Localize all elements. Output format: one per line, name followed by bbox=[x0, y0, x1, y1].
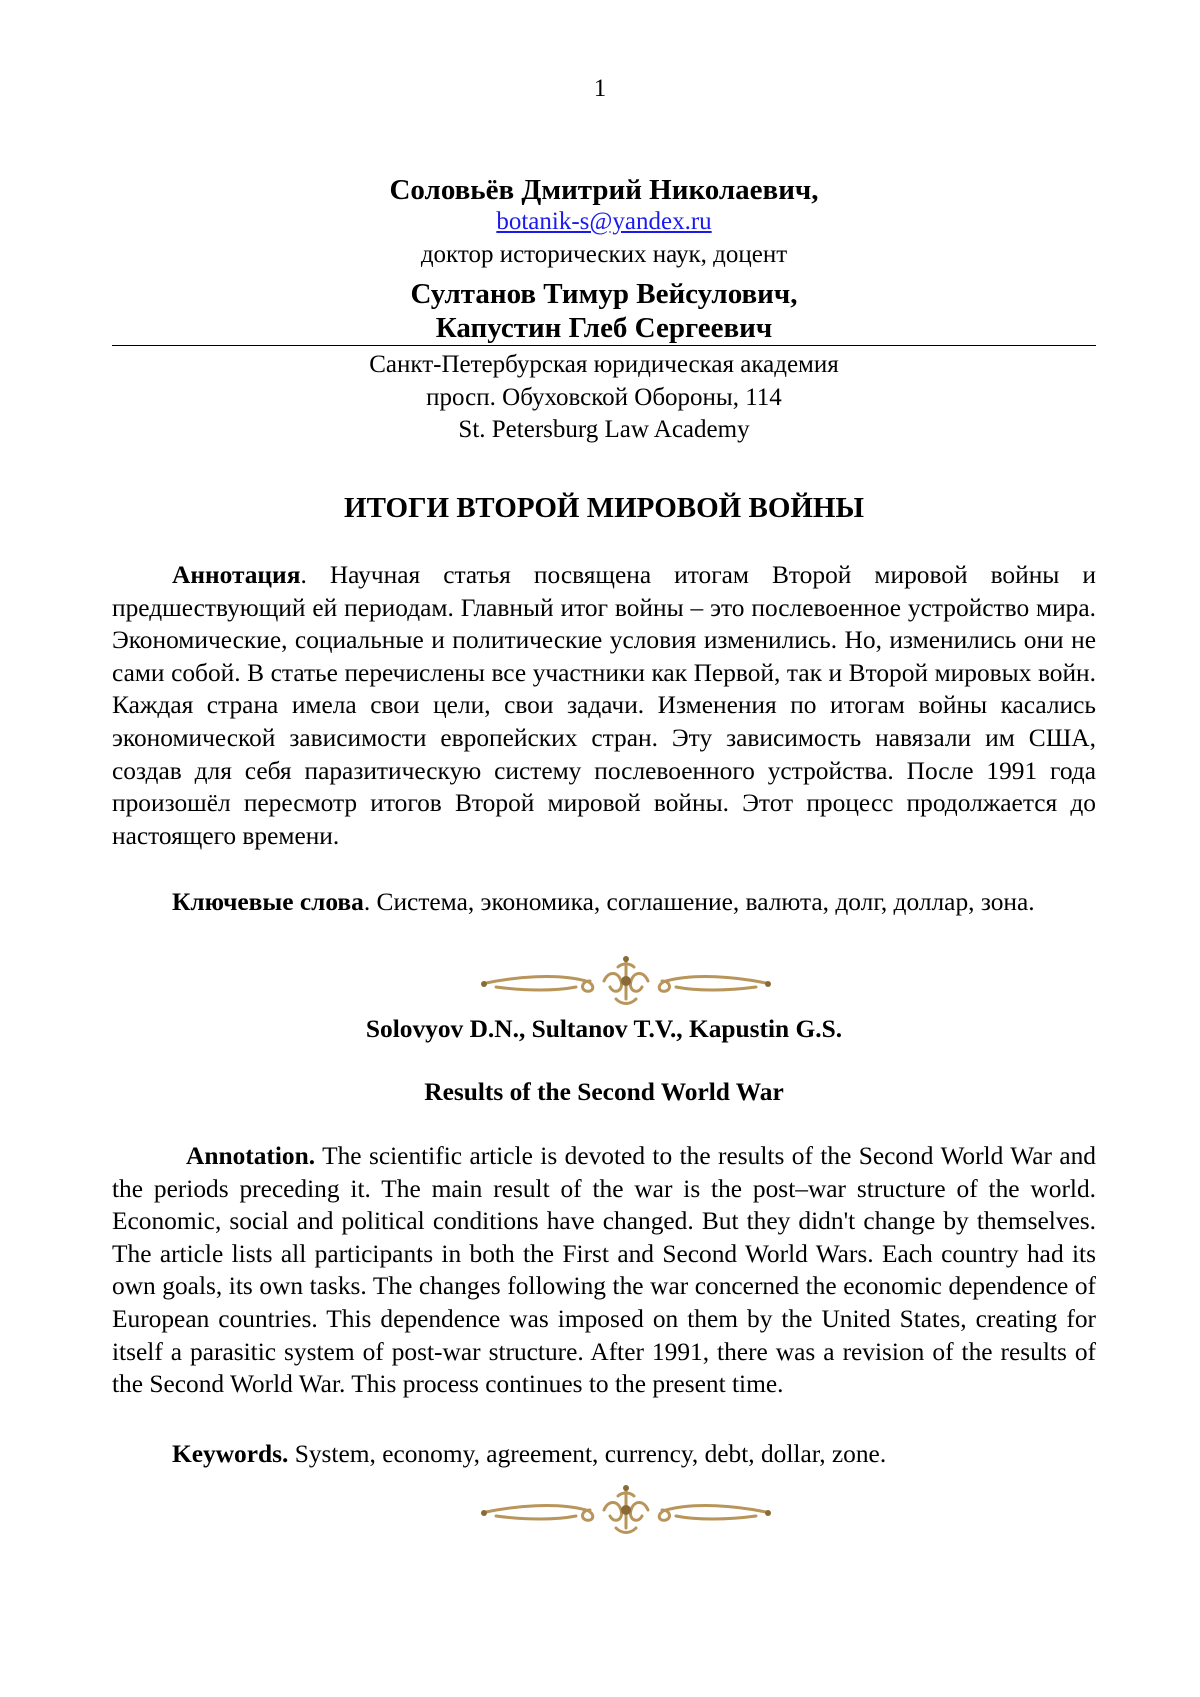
author-name-2: Султанов Тимур Вейсулович, bbox=[410, 278, 798, 310]
keywords-en bbox=[112, 1438, 1096, 1471]
affiliation-line-1: Санкт-Петербурская юридическая академия bbox=[369, 351, 839, 378]
author-name-3: Капустин Глеб Сергеевич bbox=[435, 312, 773, 344]
keywords-en-label: Keywords. bbox=[172, 1440, 289, 1468]
author-degree: доктор исторических наук, доцент bbox=[420, 241, 788, 268]
abstract-en-text: The scientific article is devoted to the results of the Second World War and the periods preceding it. The main result of the war is the post–war structure of the world. Economic, social and political conditions have changed. But they didn't change by themselves. The article lists all participants in both the First and Second World Wars. Each country had its own goals, its own tasks. The changes following the war concerned the economic dependence of European countries. This dependence was imposed on them by the United States, creating for itself a parasitic system of post-war structure. After 1991, there was a revision of the results of the Second World War. This process continues to the present time. bbox=[112, 1142, 1096, 1399]
article-title-en: Results of the Second World War bbox=[424, 1078, 784, 1106]
abstract-ru-label: Аннотация bbox=[172, 561, 301, 589]
affiliation-line-2: просп. Обуховской Обороны, 114 bbox=[426, 384, 782, 411]
keywords-ru-text: . Система, экономика, соглашение, валюта, долг, доллар, зона. bbox=[363, 888, 1035, 916]
email-link[interactable]: botanik-s@yandex.ru bbox=[496, 208, 712, 235]
author-name-1: Соловьёв Дмитрий Николаевич, bbox=[389, 174, 819, 206]
authors-en: Solovyov D.N., Sultanov T.V., Kapustin G.S. bbox=[365, 1015, 843, 1043]
author-email bbox=[112, 207, 1096, 237]
floral-divider-icon bbox=[476, 951, 776, 1011]
abstract-ru bbox=[112, 559, 1096, 852]
floral-divider-icon bbox=[476, 1480, 776, 1540]
header-divider bbox=[112, 345, 1096, 346]
abstract-en-label: Annotation. bbox=[186, 1142, 316, 1170]
affiliation-line-3: St. Petersburg Law Academy bbox=[458, 416, 750, 443]
keywords-ru bbox=[112, 886, 1096, 919]
abstract-ru-text: . Научная статья посвящена итогам Второй мировой войны и предшествующий ей периодам. Главный итог войны – это послевоенное устройство мира. Экономические, социальные и политические условия изменились. Но, изменились они не сами собой. В статье перечислены все участники как Первой, так и Второй мировых войн. Каждая страна имела свои цели, свои задачи. Изменения по итогам войны касались экономической зависимости европейских стран. Эту зависимость навязали им США, создав для себя паразитическую систему послевоенного устройства. После 1991 года произошёл пересмотр итогов Второй мировой войны. Этот процесс продолжается до настоящего времени. bbox=[112, 561, 1096, 850]
keywords-ru-label: Ключевые слова bbox=[172, 888, 364, 916]
page-number: 1 bbox=[593, 75, 607, 102]
abstract-en bbox=[112, 1140, 1096, 1401]
keywords-en-text: System, economy, agreement, currency, debt, dollar, zone. bbox=[288, 1440, 887, 1468]
article-title-ru: ИТОГИ ВТОРОЙ МИРОВОЙ ВОЙНЫ bbox=[344, 492, 864, 524]
